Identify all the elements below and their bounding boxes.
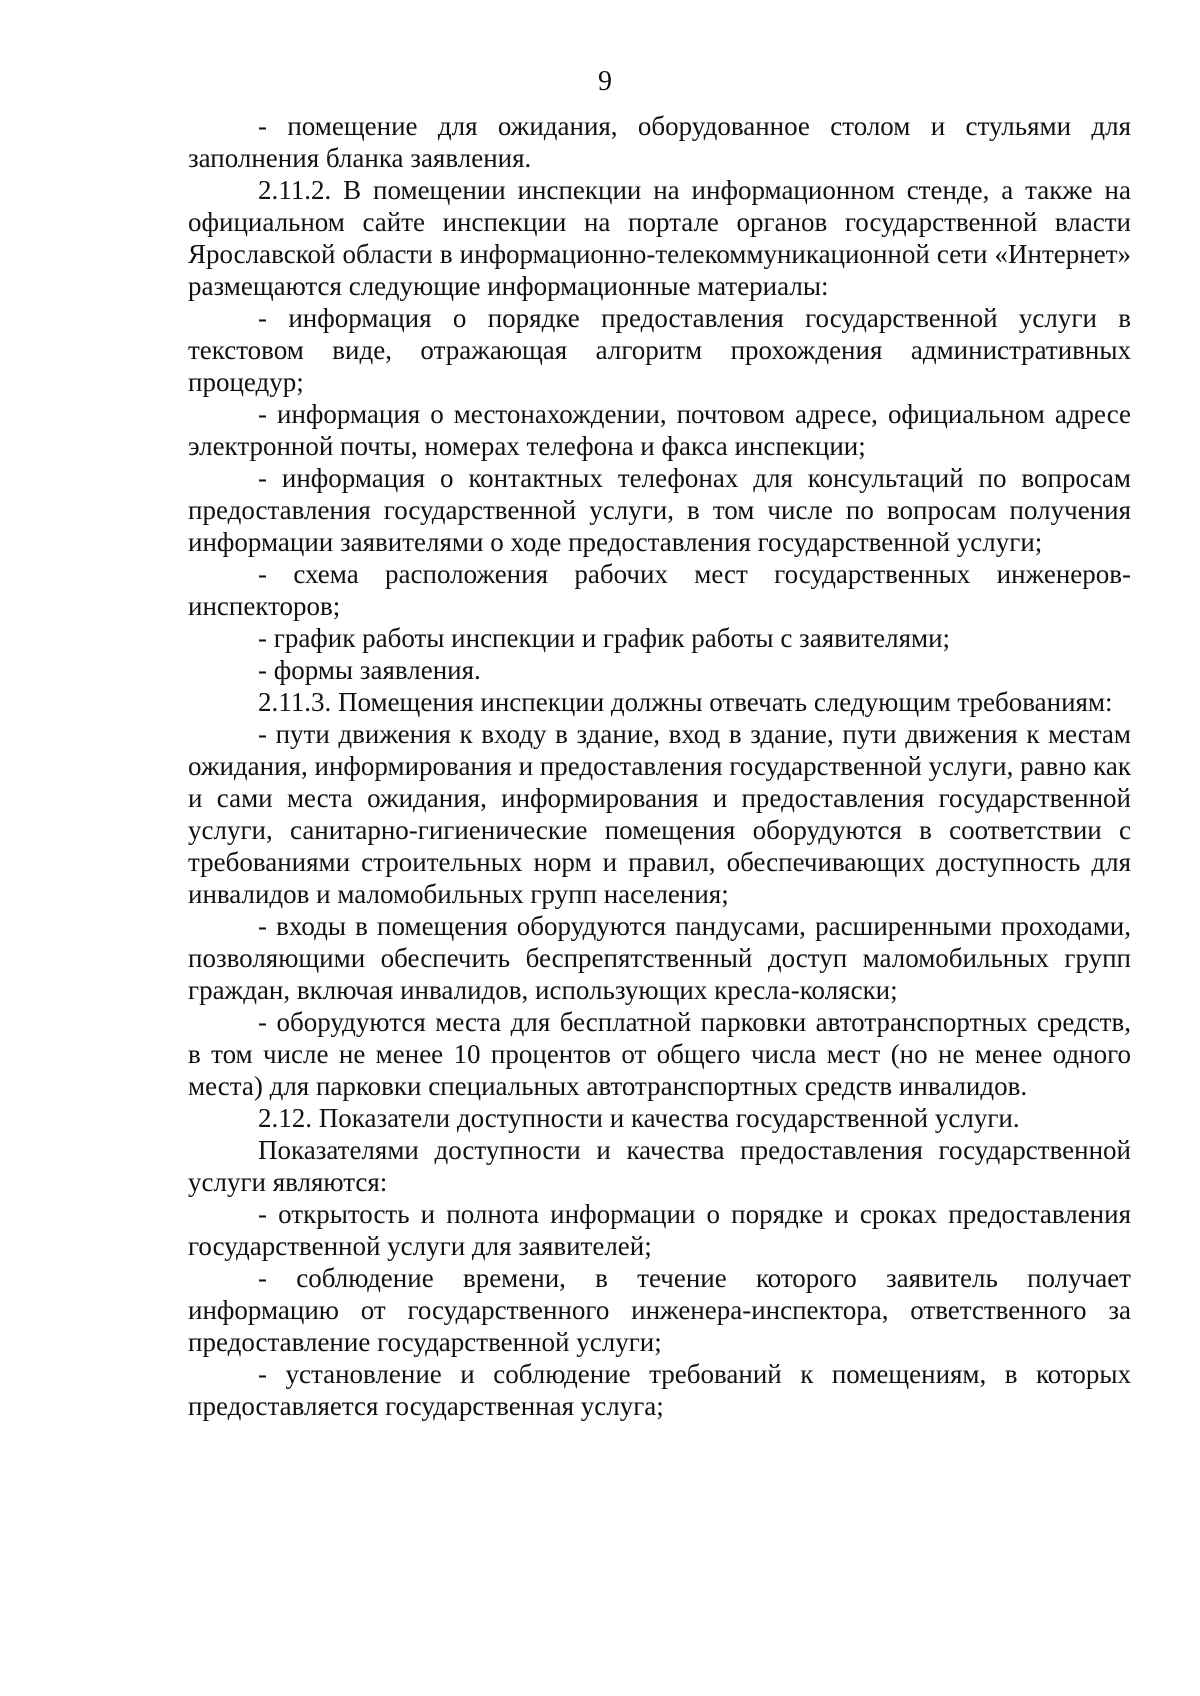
paragraph-contact-phones: - информация о контактных телефонах для консультаций по вопросам предоставления государственной услуги, в том числе по вопросам получения информации заявителями о ходе предоставления государственной услуги; (188, 463, 1131, 557)
paragraph-application-forms: - формы заявления. (258, 655, 481, 685)
paragraph-premises-requirements: - установление и соблюдение требований к помещениям, в которых предоставляется государственная услуга; (188, 1359, 1131, 1421)
paragraph-entrances-ramps: - входы в помещения оборудуются пандусами, расширенными проходами, позволяющими обеспечить беспрепятственный доступ маломобильных групп граждан, включая инвалидов, использующих кресла-коляски; (188, 911, 1131, 1005)
paragraph-work-schedule: - график работы инспекции и график работы с заявителями; (258, 623, 951, 653)
paragraph-2-11-3: 2.11.3. Помещения инспекции должны отвечать следующим требованиям: (258, 687, 1113, 717)
paragraph-location-info: - информация о местонахождении, почтовом адресе, официальном адресе электронной почты, номерах телефона и факса инспекции; (188, 399, 1131, 461)
paragraph-response-time: - соблюдение времени, в течение которого заявитель получает информацию от государственного инженера-инспектора, ответственного за предоставление государственной услуги; (188, 1263, 1131, 1357)
paragraph-access-routes: - пути движения к входу в здание, вход в здание, пути движения к местам ожидания, информирования и предоставления государственной услуги, равно как и сами места ожидания, информирования и предоставления государственной услуги, санитарно-гигиенические помещения оборудуются в соответствии с требованиями строительных норм и правил, обеспечивающих доступность для инвалидов и маломобильных групп населения; (188, 719, 1131, 909)
paragraph-2-12: 2.12. Показатели доступности и качества государственной услуги. (258, 1103, 1020, 1133)
page-number: 9 (598, 66, 612, 97)
paragraph-openness: - открытость и полнота информации о порядке и сроках предоставления государственной услуги для заявителей; (188, 1199, 1131, 1261)
paragraph-2-11-2: 2.11.2. В помещении инспекции на информационном стенде, а также на официальном сайте инспекции на портале органов государственной власти Ярославской области в информационно-телекоммуникационной сети «Интернет» размещаются следующие информационные материалы: (188, 175, 1131, 301)
paragraph-indicators-intro: Показателями доступности и качества предоставления государственной услуги являются: (188, 1135, 1131, 1197)
paragraph-waiting-room: - помещение для ожидания, оборудованное столом и стульями для заполнения бланка заявления. (188, 111, 1131, 173)
paragraph-parking: - оборудуются места для бесплатной парковки автотранспортных средств, в том числе не менее 10 процентов от общего числа мест (но не менее одного места) для парковки специальных автотранспортных средств инвалидов. (188, 1007, 1131, 1101)
paragraph-procedure-info: - информация о порядке предоставления государственной услуги в текстовом виде, отражающая алгоритм прохождения административных процедур; (188, 303, 1131, 397)
document-body (188, 110, 1131, 1422)
paragraph-workplace-scheme: - схема расположения рабочих мест государственных инженеров-инспекторов; (188, 559, 1131, 621)
